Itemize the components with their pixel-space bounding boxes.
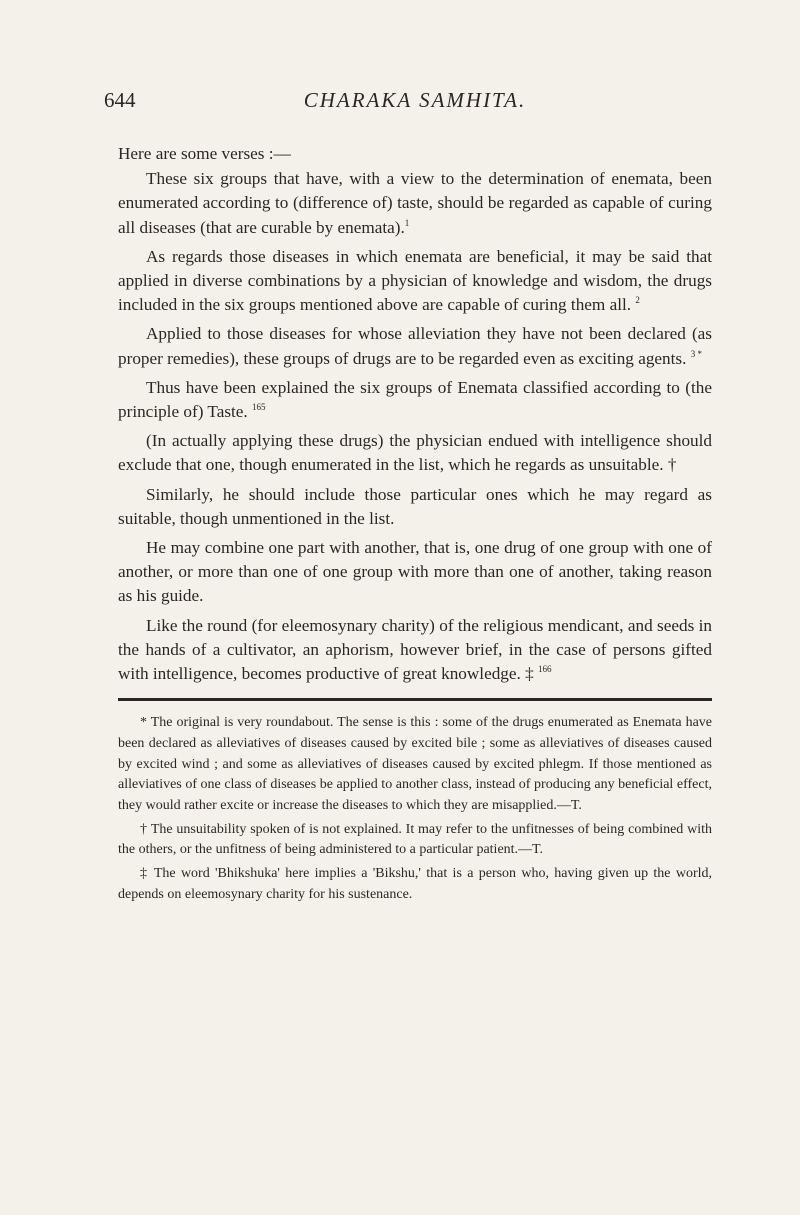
running-title: CHARAKA SAMHITA. — [303, 88, 527, 112]
paragraph-text: Like the round (for eleemosynary charity) of the religious mendicant, and seeds in the hands of a cultivator, an aphorism, however brief, in the case of persons gifted with intelligence, becomes productive of great knowledge. ‡ — [118, 615, 712, 684]
footnote: * The original is very roundabout. The sense is this : some of the drugs enumerated as Enemata have been declared as alleviatives of diseases caused by excited bile ; some as alleviatives of diseases caused by excited wind ; and some as alleviatives of diseases caused by excited phlegm. If those mentioned as alleviatives of one class of diseases be applied to another class, instead of producing any beneficial effect, they would rather excite or increase the diseases to which they are misapplied.—T. — [118, 715, 712, 814]
footnote-divider — [118, 698, 712, 701]
verse-mark: 3 * — [690, 348, 702, 359]
paragraph-text: Thus have been explained the six groups of Enemata classified according to (the principle of) Taste. — [118, 377, 712, 422]
paragraph — [118, 376, 712, 424]
paragraph — [118, 322, 712, 370]
paragraph-text: (In actually applying these drugs) the physician endued with intelligence should exclude that one, though enumerated in the list, which he regards as unsuitable. † — [118, 431, 712, 475]
page — [104, 88, 712, 909]
verse-mark: 165 — [252, 402, 266, 413]
paragraph — [118, 536, 712, 609]
page-header — [104, 88, 712, 124]
footnote: † The unsuitability spoken of is not explained. It may refer to the unfitnesses of being combined with the others, or the unfitness of being administered to a particular patient.—T. — [118, 821, 712, 858]
paragraph — [118, 429, 712, 477]
verse-mark: 1 — [404, 217, 410, 228]
verse-mark: 166 — [538, 664, 552, 675]
paragraph-text: These six groups that have, with a view to the determination of enemata, been enumerated according to (difference of) taste, should be regarded as capable of curing all diseases (that are curable by enemata). — [118, 169, 712, 237]
intro-line: Here are some verses :— — [118, 144, 291, 163]
paragraph — [118, 614, 712, 687]
paragraph-text: Similarly, he should include those particular ones which he may regard as suitable, though unmentioned in the list. — [118, 484, 712, 528]
main-text — [118, 142, 712, 686]
paragraph — [118, 483, 712, 531]
paragraph — [118, 245, 712, 318]
verse-mark: 2 — [635, 295, 640, 306]
paragraph-text: As regards those diseases in which enemata are beneficial, it may be said that applied in diverse combinations by a physician of knowledge and wisdom, the drugs included in the six groups mentioned above are capable of curing them all. — [118, 246, 712, 315]
footnote: ‡ The word 'Bhikshuka' here implies a 'Bikshu,' that is a person who, having given up the world, depends on eleemosynary charity for his sustenance. — [118, 866, 712, 902]
footnotes — [118, 713, 712, 905]
page-number: 644 — [104, 88, 136, 112]
paragraph-text: Applied to those diseases for whose alleviation they have not been declared (as proper remedies), these groups of drugs are to be regarded even as exciting agents. — [118, 324, 712, 368]
paragraph-text: He may combine one part with another, that is, one drug of one group with one of another, or more than one of one group with more than one of another, taking reason as his guide. — [118, 538, 712, 606]
paragraph — [118, 167, 712, 240]
